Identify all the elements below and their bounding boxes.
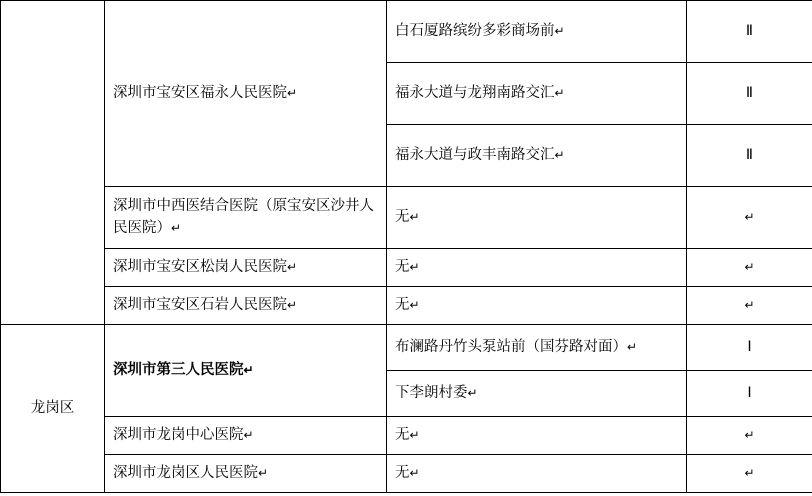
hospital-name: 深圳市宝安区石岩人民医院	[113, 296, 287, 313]
hospital-name: 深圳市第三人民医院	[113, 361, 244, 378]
trailing-mark: ↵	[287, 259, 298, 274]
trailing-mark: ↵	[258, 465, 269, 480]
trailing-mark: ↵	[409, 297, 420, 312]
trailing-mark: ↵	[409, 259, 420, 274]
level-cell	[687, 455, 812, 493]
level-cell	[687, 125, 812, 187]
site-name: 无	[395, 258, 410, 275]
site-name: 福永大道与龙翔南路交汇	[395, 84, 555, 101]
trailing-mark: ↵	[554, 147, 565, 162]
site-name: 布澜路丹竹头泵站前（国芬路对面）	[395, 338, 627, 355]
site-cell	[387, 63, 687, 125]
site-cell	[387, 249, 687, 287]
level-value: Ⅱ	[745, 146, 754, 163]
trailing-mark: ↵	[744, 260, 755, 275]
level-cell	[687, 63, 812, 125]
trailing-mark: ↵	[554, 85, 565, 100]
region-cell-longgang	[1, 325, 105, 493]
site-name: 无	[395, 426, 410, 443]
table-row	[1, 187, 812, 249]
site-cell	[387, 371, 687, 417]
trailing-mark: ↵	[554, 23, 565, 38]
site-cell	[387, 125, 687, 187]
site-name: 下李朗村委	[395, 384, 468, 401]
hospital-name: 深圳市宝安区福永人民医院	[113, 84, 287, 101]
trailing-mark: ↵	[744, 466, 755, 481]
hospital-cell	[105, 417, 387, 455]
hospital-name: 深圳市龙岗区人民医院	[113, 464, 258, 481]
site-cell	[387, 455, 687, 493]
hospital-cell	[105, 187, 387, 249]
region-cell-baoan	[1, 1, 105, 325]
hospital-cell	[105, 287, 387, 325]
table-body	[1, 1, 812, 493]
site-name: 无	[395, 296, 410, 313]
trailing-mark: ↵	[171, 220, 182, 235]
site-name: 无	[395, 208, 410, 225]
trailing-mark: ↵	[409, 465, 420, 480]
site-name: 无	[395, 464, 410, 481]
site-cell	[387, 287, 687, 325]
trailing-mark: ↵	[409, 427, 420, 442]
level-cell	[687, 249, 812, 287]
level-value: Ⅱ	[745, 22, 754, 39]
table-row	[1, 417, 812, 455]
site-name: 福永大道与政丰南路交汇	[395, 146, 555, 163]
site-name: 白石厦路缤纷多彩商场前	[395, 22, 555, 39]
level-cell	[687, 287, 812, 325]
level-cell	[687, 1, 812, 63]
level-cell	[687, 371, 812, 417]
table-row	[1, 249, 812, 287]
trailing-mark: ↵	[409, 209, 420, 224]
hospital-name: 深圳市龙岗中心医院	[113, 426, 244, 443]
trailing-mark: ↵	[243, 362, 254, 377]
trailing-mark: ↵	[744, 210, 755, 225]
trailing-mark: ↵	[467, 385, 478, 400]
hospital-name: 深圳市宝安区松岗人民医院	[113, 258, 287, 275]
trailing-mark: ↵	[243, 427, 254, 442]
hospital-cell	[105, 1, 387, 187]
table-row	[1, 325, 812, 371]
trailing-mark: ↵	[744, 428, 755, 443]
level-cell	[687, 325, 812, 371]
site-cell	[387, 187, 687, 249]
level-value: Ⅰ	[747, 338, 752, 355]
site-cell	[387, 1, 687, 63]
table-row	[1, 287, 812, 325]
hospital-cell	[105, 249, 387, 287]
site-cell	[387, 325, 687, 371]
level-cell	[687, 187, 812, 249]
hospital-cell	[105, 325, 387, 417]
level-value: Ⅰ	[747, 384, 752, 401]
hospital-cell	[105, 455, 387, 493]
table-row	[1, 455, 812, 493]
level-value: Ⅱ	[745, 84, 754, 101]
site-cell	[387, 417, 687, 455]
hospital-name: 深圳市中西医结合医院（原宝安区沙井人民医院）	[113, 198, 374, 236]
level-cell	[687, 417, 812, 455]
trailing-mark: ↵	[287, 85, 298, 100]
trailing-mark: ↵	[627, 339, 638, 354]
trailing-mark: ↵	[744, 298, 755, 313]
table-row	[1, 1, 812, 63]
trailing-mark: ↵	[287, 297, 298, 312]
region-label: 龙岗区	[30, 399, 75, 416]
